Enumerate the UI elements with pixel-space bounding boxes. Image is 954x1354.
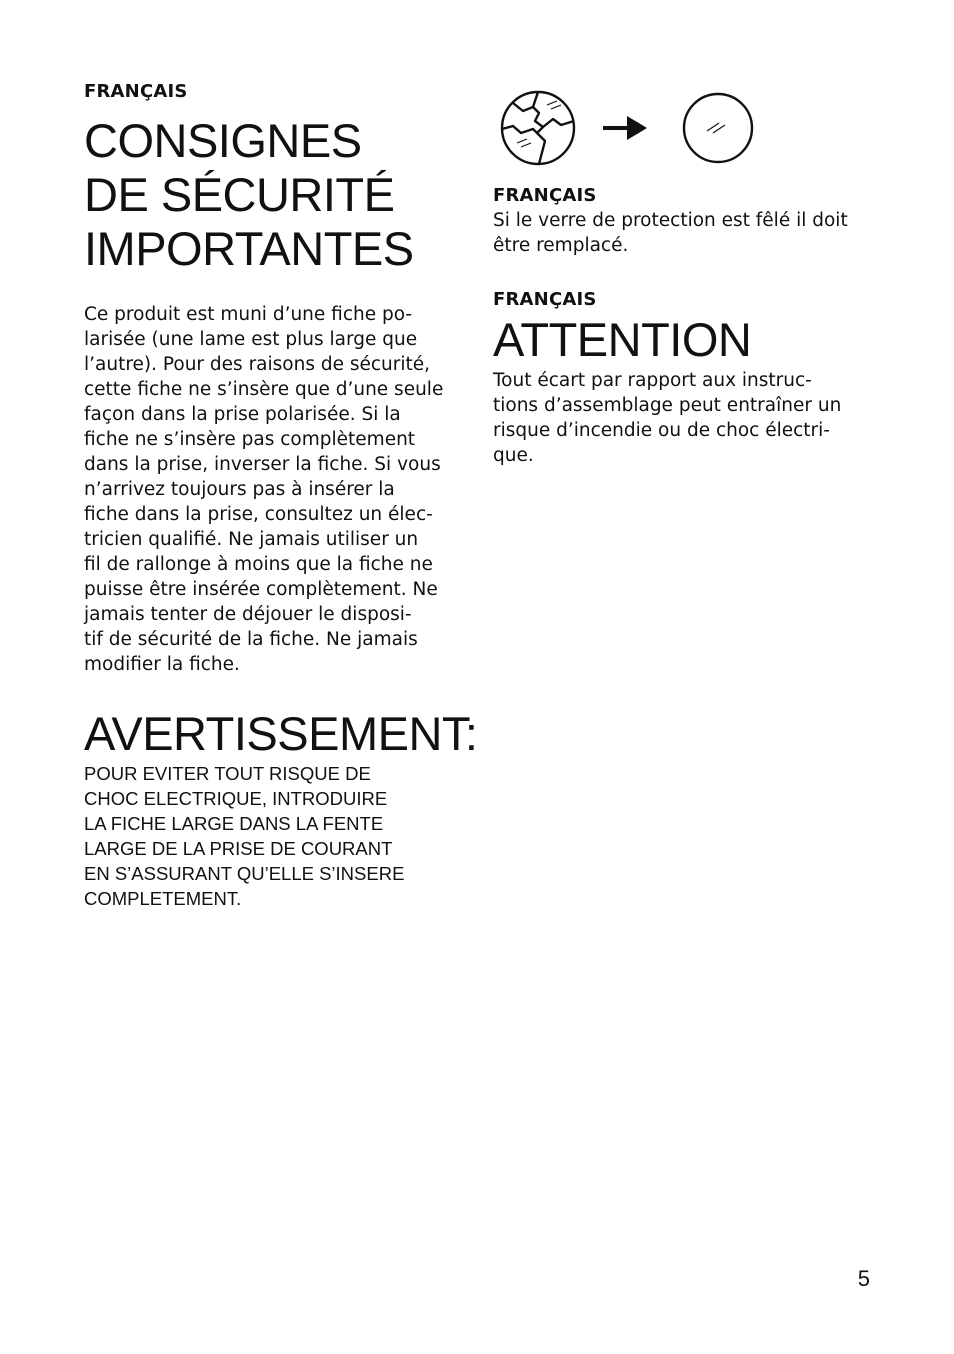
attention-title: ATTENTION [493,313,752,366]
glass-line: Si le verre de protection est fêlé il doit [493,210,848,231]
paragraph-line: fiche dans la prise, consultez un élec- [84,504,433,525]
arrow-right-icon [599,108,651,148]
paragraph-line: Ce produit est muni d’une fiche po- [84,304,413,325]
glass-replacement-text [493,208,883,258]
warning-line: LA FICHE LARGE DANS LA FENTE [84,813,384,834]
warning-text [84,761,464,911]
attention-line: tions d’assemblage peut entraîner un [493,395,842,416]
warning-line: LARGE DE LA PRISE DE COURANT [84,838,393,859]
paragraph-line: modifier la fiche. [84,654,240,675]
paragraph-line: puisse être insérée complètement. Ne [84,579,438,600]
language-label: FRANÇAIS [84,81,188,102]
warning-line: COMPLETEMENT. [84,888,242,909]
paragraph-line: l’autre). Pour des raisons de sécurité, [84,354,431,375]
title-line: DE SÉCURITÉ [84,168,395,221]
warning-line: POUR EVITER TOUT RISQUE DE [84,763,371,784]
warning-line: CHOC ELECTRIQUE, INTRODUIRE [84,788,388,809]
glass-line: être remplacé. [493,235,629,256]
paragraph-line: tif de sécurité de la fiche. Ne jamais [84,629,418,650]
language-label: FRANÇAIS [493,289,597,310]
page-number: 5 [857,1266,870,1291]
language-label: FRANÇAIS [493,185,597,206]
polarized-plug-paragraph [84,302,464,677]
cracked-glass-icon [499,89,577,167]
attention-text [493,368,883,468]
paragraph-line: dans la prise, inverser la fiche. Si vous [84,454,441,475]
paragraph-line: cette fiche ne s’insère que d’une seule [84,379,444,400]
left-column [84,80,478,911]
attention-line: que. [493,445,534,466]
attention-line: risque d’incendie ou de choc électri- [493,420,830,441]
warning-line: EN S’ASSURANT QU’ELLE S’INSERE [84,863,405,884]
paragraph-line: jamais tenter de déjouer le disposi- [84,604,412,625]
paragraph-line: fil de rallonge à moins que la fiche ne [84,554,433,575]
paragraph-line: façon dans la prise polarisée. Si la [84,404,401,425]
glass-replacement-illustration [493,86,883,170]
title-line: IMPORTANTES [84,222,414,275]
warning-title: AVERTISSEMENT: [84,707,478,760]
right-column [493,86,883,468]
paragraph-line: fiche ne s’insère pas complètement [84,429,416,450]
attention-line: Tout écart par rapport aux instruc- [493,370,812,391]
paragraph-line: n’arrivez toujours pas à insérer la [84,479,395,500]
title-line: CONSIGNES [84,114,362,167]
intact-glass-icon [681,91,755,165]
paragraph-line: tricien qualifié. Ne jamais utiliser un [84,529,419,550]
safety-title [84,114,464,276]
paragraph-line: larisée (une lame est plus large que [84,329,418,350]
